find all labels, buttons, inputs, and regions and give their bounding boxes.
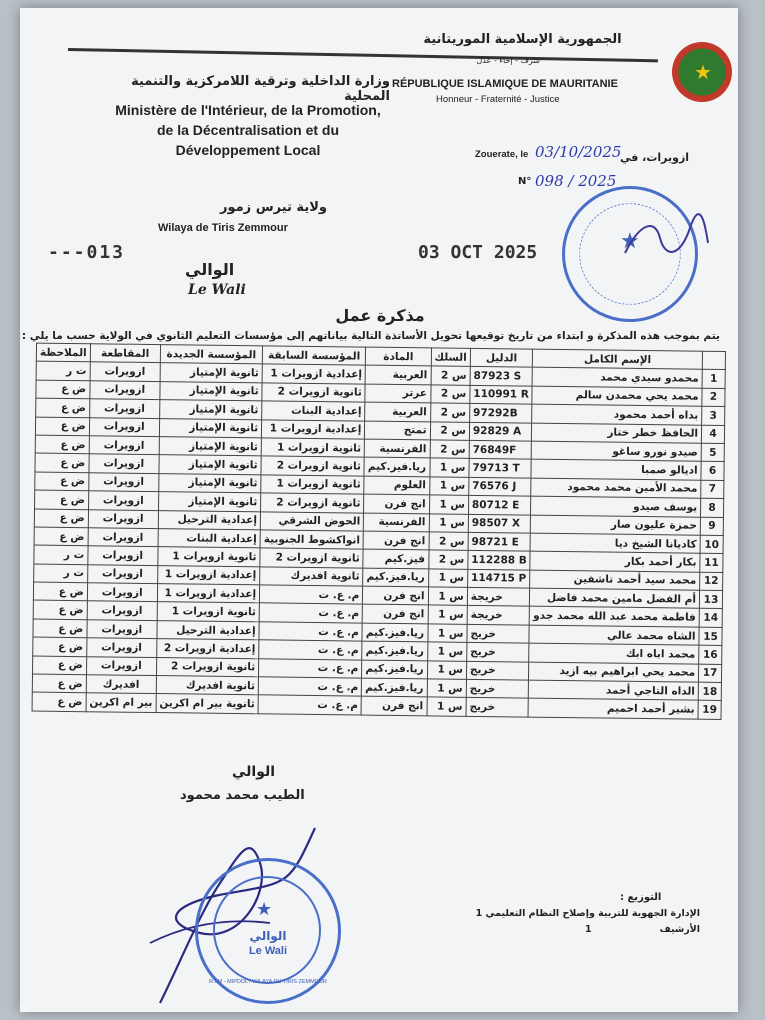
table-cell: 114715 P (467, 569, 530, 588)
table-cell: س 1 (427, 679, 467, 698)
table-cell: ازويرات (89, 417, 159, 436)
table-cell: س 1 (427, 642, 467, 661)
table-cell: خريجة (467, 606, 530, 625)
table-cell: 5 (701, 443, 724, 462)
table-cell: م. ع. ت (259, 585, 362, 605)
table-cell: خريج (467, 624, 530, 643)
number-label: N° (518, 176, 532, 187)
table-cell: ثانوية الإمتياز (160, 363, 263, 383)
table-cell: س 2 (429, 532, 469, 551)
table-cell: س 2 (430, 385, 470, 404)
wali-title-ar: الوالي (185, 260, 235, 279)
table-cell: إعدادية الترحيل (158, 510, 261, 530)
table-cell: خريج (466, 698, 529, 717)
table-cell: ثانوية ازويرات 1 (261, 438, 364, 458)
table-cell: ازويرات (88, 491, 158, 510)
table-cell: ض ع (35, 435, 89, 454)
date-handwritten: 03/10/2025 (535, 143, 622, 161)
column-header: الدليل (470, 348, 533, 367)
wali-stamp-ring: R.I.M - MIPDDL / WILAYA DU TIRIS ZEMMOUR (209, 979, 327, 985)
table-cell: ازويرات (87, 601, 157, 620)
table-cell: س 1 (428, 587, 468, 606)
table-cell: حمزة عليون صار (531, 515, 701, 535)
intro-paragraph: يتم بموجب هذه المذكرة و ابتداء من تاريخ توقيعها تحويل الأساتذة التالية بياناتهم إلى مؤسسات التعليم الثانوي في الولاية حسب ما يلي : (21, 330, 720, 342)
table-cell: محمد اباه ابك (529, 643, 699, 663)
table-cell: ثانوية ازويرات 1 (261, 475, 364, 495)
archive-stamp-icon: ★ (562, 186, 698, 322)
table-cell: العربية (365, 402, 430, 421)
table-cell: 76849F (469, 440, 532, 459)
table-cell: ض ع (34, 509, 88, 528)
ministry-fr-line2: de la Décentralisation et du (156, 122, 340, 138)
table-cell: ريا.فيز.كيم (363, 568, 428, 587)
table-cell: انج فرن (363, 531, 428, 550)
motto-ar: شرف - إخاء - عدل (476, 56, 540, 65)
table-cell: س 1 (427, 697, 467, 716)
table-cell: اديالو صمبا (531, 459, 701, 479)
table-cell: ض ع (35, 472, 89, 491)
table-cell: 18 (698, 682, 721, 701)
table-cell: ثانوية ازويرات 2 (261, 456, 364, 476)
distribution-line2-label: الأرشيف (659, 924, 700, 935)
table-cell: 97292B (469, 404, 532, 423)
signature-title: الوالي (232, 764, 276, 780)
table-cell: 6 (701, 462, 724, 481)
national-emblem-icon: ★ (672, 42, 732, 102)
table-cell: ازويرات (87, 564, 157, 583)
column-header: المقاطعة (90, 344, 160, 363)
signature-top-icon (620, 213, 710, 263)
table-cell: ثانوية ازويرات 1 (158, 547, 261, 567)
table-cell: ض ع (36, 380, 90, 399)
table-cell: الحوض الشرقي (260, 511, 363, 531)
table-cell: م. ع. ت (259, 658, 362, 678)
table-cell: ثانوية الإمتياز (159, 400, 262, 420)
table-cell: ثانوية الإمتياز (159, 455, 262, 475)
table-cell: خريجة (467, 587, 530, 606)
document-page (20, 8, 738, 1012)
table-cell: م. ع. ت (259, 603, 362, 623)
table-cell: ض ع (35, 417, 89, 436)
table-cell: م. ع. ت (259, 640, 362, 660)
table-cell: إعدادية البنات (158, 528, 261, 548)
table-cell: بداه أحمد محمود (532, 404, 702, 424)
table-cell: ثانوية ازويرات 2 (260, 548, 363, 568)
table-cell: ريا.فيز.كيم (362, 678, 427, 697)
table-cell: س 1 (427, 661, 467, 680)
table-cell: ازويرات (87, 583, 157, 602)
table-cell: ثانوية افديرك (156, 676, 259, 696)
header-rule (68, 48, 658, 62)
table-cell: ثانوية ازويرات 1 (157, 602, 260, 622)
table-cell: 17 (699, 664, 722, 683)
transfer-table (32, 343, 726, 720)
table-cell: ض ع (33, 619, 87, 638)
table-cell: تمتج (365, 421, 430, 440)
table-cell: ثانوية الإمتياز (158, 473, 261, 493)
ministry-fr-line1: Ministère de l'Intérieur, de la Promotion, (115, 102, 381, 118)
table-cell: إعدادية البنات (262, 401, 365, 421)
table-cell: بكار أحمد بكار (530, 551, 700, 571)
table-cell: م. ع. ت (259, 622, 362, 642)
table-cell: ت ر (34, 564, 88, 583)
table-cell: ازويرات (87, 620, 157, 639)
signature-name: الطيب محمد محمود (180, 788, 305, 803)
table-cell: 110991 R (470, 385, 533, 404)
number-value: 098 / 2025 (535, 172, 617, 190)
table-cell: س 2 (431, 366, 471, 385)
table-cell: إعدادية ازويرات 1 (261, 419, 364, 439)
wali-stamp-icon: ★ الوالي Le Wali R.I.M - MIPDDL / WILAYA DU TIRIS ZEMMOUR (195, 858, 341, 1004)
ministry-fr-line3: Développement Local (175, 142, 321, 158)
column-header: السلك (431, 348, 471, 367)
table-cell: 112288 B (468, 551, 531, 570)
place-ar: ازويرات، في (620, 151, 690, 164)
table-cell: كاديانا الشيخ ديا (530, 533, 700, 553)
republic-fr: RÉPUBLIQUE ISLAMIQUE DE MAURITANIE (392, 78, 618, 90)
table-cell: ت ر (36, 361, 90, 380)
table-cell: 12 (700, 572, 723, 591)
table-cell: إعدادية الترحيل (157, 620, 260, 640)
reference-number: ---013 (48, 242, 126, 263)
table-cell: ازويرات (89, 399, 159, 418)
table-cell: يوسف صيدو (531, 496, 701, 516)
table-cell: فيز.كيم (363, 549, 428, 568)
table-cell: افديرك (86, 675, 156, 694)
table-cell: س 1 (429, 477, 469, 496)
table-cell: ض ع (33, 601, 87, 620)
wilaya-ar: ولاية تيرس زمور (220, 200, 327, 215)
table-cell: خريج (466, 661, 529, 680)
table-cell: ثانوية ازويرات 2 (261, 493, 364, 513)
table-cell: ثانوية افديرك (260, 567, 363, 587)
table-cell: س 1 (427, 624, 467, 643)
table-cell: خريج (466, 679, 529, 698)
table-cell: الفرنسية (365, 439, 430, 458)
table-cell: ثانوية الإمتياز (158, 492, 261, 512)
table-cell: ت ر (34, 545, 88, 564)
table-cell: ازويرات (86, 656, 156, 675)
table-cell: ازويرات (88, 528, 158, 547)
table-cell: ض ع (32, 674, 86, 693)
table-cell: العلوم (364, 476, 429, 495)
table-cell: 13 (699, 590, 722, 609)
table-cell: محمد يحي ابراهيم بيه ازيد (529, 662, 699, 682)
table-cell: ازويرات (88, 472, 158, 491)
place-fr: Zouerate, le (475, 149, 529, 160)
wilaya-fr: Wilaya de Tiris Zemmour (158, 222, 288, 234)
table-cell: 8 (701, 498, 724, 517)
table-cell: الشاه محمد عالي (529, 625, 699, 645)
table-cell: ريا.فيز.كيم (364, 457, 429, 476)
table-cell: محمدو سيدي محمد (532, 368, 702, 388)
table-cell: ثانوية الإمتياز (159, 418, 262, 438)
column-header: المؤسسة الجديدة (160, 345, 263, 365)
republic-ar: الجمهورية الإسلامية الموريتانية (423, 32, 622, 47)
table-cell: س 2 (430, 403, 470, 422)
table-cell: س 2 (430, 421, 470, 440)
table-cell: 98721 E (468, 532, 531, 551)
table-cell: ض ع (33, 582, 87, 601)
table-cell: ازويرات (90, 381, 160, 400)
table-cell: 11 (700, 553, 723, 572)
document-title: مذكرة عمل (335, 306, 425, 325)
table-cell: ض ع (33, 637, 87, 656)
table-cell: س 1 (429, 513, 469, 532)
table-cell: انواكشوط الجنوبية (260, 530, 363, 550)
table-cell: س 1 (430, 458, 470, 477)
column-header (702, 351, 725, 370)
table-cell: ثانوية الإمتياز (159, 437, 262, 457)
table-cell: ازويرات (88, 546, 158, 565)
table-cell: بير ام اكرين (86, 693, 156, 712)
table-cell: انج فرن (362, 605, 427, 624)
table-cell: ازويرات (88, 509, 158, 528)
table-cell: ض ع (33, 656, 87, 675)
table-cell: محمد يحي محمدن سالم (532, 386, 702, 406)
table-cell: محمد سيد أحمد تاشفين (530, 570, 700, 590)
table-cell: 80712 E (468, 495, 531, 514)
table-cell: 2 (702, 388, 725, 407)
table-cell: ازويرات (89, 436, 159, 455)
table-cell: انج فرن (363, 586, 428, 605)
table-cell: 4 (701, 425, 724, 444)
table-cell: س 1 (429, 495, 469, 514)
ministry-ar: وزارة الداخلية وترقية اللامركزية والتنمية المحلية (131, 74, 390, 104)
table-cell: محمد الأمين محمد محمود (531, 478, 701, 498)
column-header: المادة (366, 347, 431, 366)
distribution-label: التوزيع : (620, 892, 662, 903)
table-cell: 3 (702, 406, 725, 425)
table-cell: انج فرن (364, 494, 429, 513)
table-cell: الفرنسية (364, 513, 429, 532)
table-cell: ض ع (34, 527, 88, 546)
distribution-line1: الإدارة الجهوية للتربية وإصلاح النظام التعليمي 1 (475, 908, 700, 919)
table-cell: س 1 (428, 569, 468, 588)
table-cell: 15 (699, 627, 722, 646)
table-cell: 10 (700, 535, 723, 554)
table-cell: م. ع. ت (258, 695, 361, 715)
table-cell: انج فرن (361, 696, 426, 715)
table-cell: ض ع (32, 692, 86, 711)
ministry-fr (98, 100, 398, 160)
table-cell: ض ع (35, 490, 89, 509)
table-cell: ثانوية بير ام اكرين (156, 694, 259, 714)
table-cell: 92829 A (469, 422, 532, 441)
table-cell: العربية (365, 365, 430, 384)
table-cell: 98507 X (468, 514, 531, 533)
table-cell: خريج (467, 643, 530, 662)
table-cell: 16 (699, 645, 722, 664)
column-header: الملاحظة (36, 343, 90, 362)
table-cell: 79713 T (469, 459, 532, 478)
table-cell: ض ع (36, 398, 90, 417)
table-cell: إعدادية ازويرات 2 (156, 639, 259, 659)
table-cell: ثانوية ازويرات 2 (262, 383, 365, 403)
table-cell: الحافظ خطر ختار (532, 423, 702, 443)
table-cell: ازويرات (89, 454, 159, 473)
table-cell: م. ع. ت (258, 677, 361, 697)
table-cell: إعدادية ازويرات 1 (262, 364, 365, 384)
table-cell: 76576 J (469, 477, 532, 496)
table-cell: 9 (700, 517, 723, 536)
received-date-stamp: 03 OCT 2025 (418, 242, 538, 263)
column-header: المؤسسة السابقة (262, 346, 365, 366)
table-cell: ض ع (35, 453, 89, 472)
table-cell: ريا.فيز.كيم (362, 623, 427, 642)
table-cell: إعدادية ازويرات 1 (157, 565, 260, 585)
table-cell: س 1 (428, 605, 468, 624)
table-cell: صيدو نورو ساغو (532, 441, 702, 461)
table-cell: ريا.فيز.كيم (362, 660, 427, 679)
distribution-line2-count: 1 (585, 924, 592, 935)
motto-fr: Honneur - Fraternité - Justice (436, 94, 560, 105)
table-cell: عرتر (365, 384, 430, 403)
table-cell: فاطمة محمد عبد الله محمد جدو (530, 607, 700, 627)
table-cell: أم الفضل مامين محمد فاضل (530, 588, 700, 608)
table-cell: بشير أحمد احميم (528, 699, 698, 719)
table-cell: 14 (699, 609, 722, 628)
table-body (32, 361, 725, 719)
column-header: الإسم الكامل (533, 349, 703, 369)
table-cell: الداه التاجي أحمد (529, 680, 699, 700)
table-cell: 1 (702, 370, 725, 389)
table-cell: ازويرات (86, 638, 156, 657)
wali-stamp-center: الوالي (249, 929, 287, 943)
table-cell: ريا.فيز.كيم (362, 641, 427, 660)
wali-stamp-fr: Le Wali (248, 945, 288, 957)
table-cell: س 2 (428, 550, 468, 569)
table-cell: ثانوية ازويرات 2 (156, 657, 259, 677)
wali-title-fr: Le Wali (188, 282, 246, 298)
table-cell: 19 (698, 701, 721, 720)
table-cell: إعدادية ازويرات 1 (157, 584, 260, 604)
table-cell: ثانوية الإمتياز (160, 381, 263, 401)
table-cell: ازويرات (90, 362, 160, 381)
table-cell: س 2 (430, 440, 470, 459)
table-cell: 7 (701, 480, 724, 499)
table-cell: 87923 S (470, 367, 533, 386)
